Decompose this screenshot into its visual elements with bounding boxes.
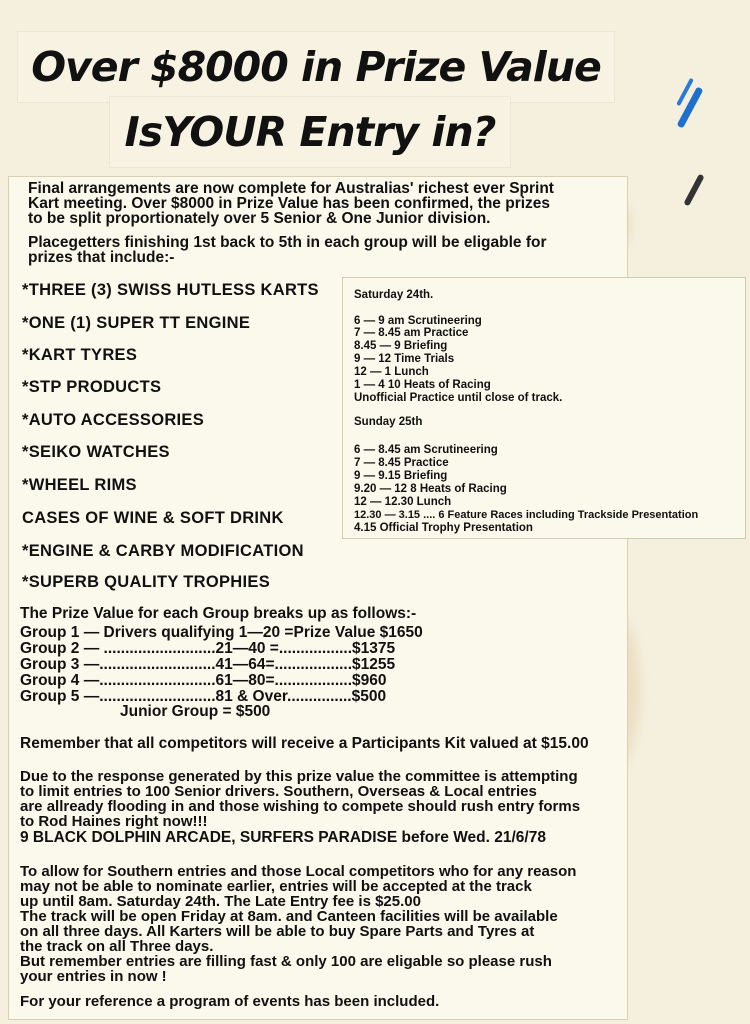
prize-item: *SUPERB QUALITY TROPHIES	[22, 573, 271, 591]
headline-prize-value: Over $8000 in Prize Value	[18, 32, 614, 102]
participants-kit-note: Remember that all competitors will receive a Participants Kit valued at $15.00	[20, 735, 589, 752]
junior-group: Junior Group = $500	[120, 703, 271, 720]
prize-item: *SEIKO WATCHES	[22, 443, 170, 461]
entry-address: 9 BLACK DOLPHIN ARCADE, SURFERS PARADISE before Wed. 21/6/78	[20, 829, 546, 846]
group-row: Group 1 — Drivers qualifying 1—20 =Prize Value $1650	[20, 624, 423, 641]
prize-item: *ENGINE & CARBY MODIFICATION	[22, 542, 304, 560]
prize-item: *STP PRODUCTS	[22, 378, 162, 396]
headline-entry-question: IsYOUR Entry in?	[110, 97, 510, 167]
group-row: Group 5 —...........................81 & Over...............$500	[20, 688, 387, 705]
schedule-day-title: Sunday 25th	[354, 416, 423, 428]
group-row: Group 4 —...........................61—80=..................$960	[20, 672, 387, 689]
prize-item: CASES OF WINE & SOFT DRINK	[22, 509, 284, 527]
prize-item: *ONE (1) SUPER TT ENGINE	[22, 314, 251, 332]
prize-item: *AUTO ACCESSORIES	[22, 411, 205, 429]
group-row: Group 3 —...........................41—64=..................$1255	[20, 656, 396, 673]
schedule-day-title: Saturday 24th.	[354, 289, 434, 301]
group-row: Group 2 — ..........................21—40 =.................$1375	[20, 640, 396, 657]
prize-item: *KART TYRES	[22, 346, 138, 364]
prize-item: *WHEEL RIMS	[22, 476, 137, 494]
prize-item: *THREE (3) SWISS HUTLESS KARTS	[22, 281, 319, 299]
